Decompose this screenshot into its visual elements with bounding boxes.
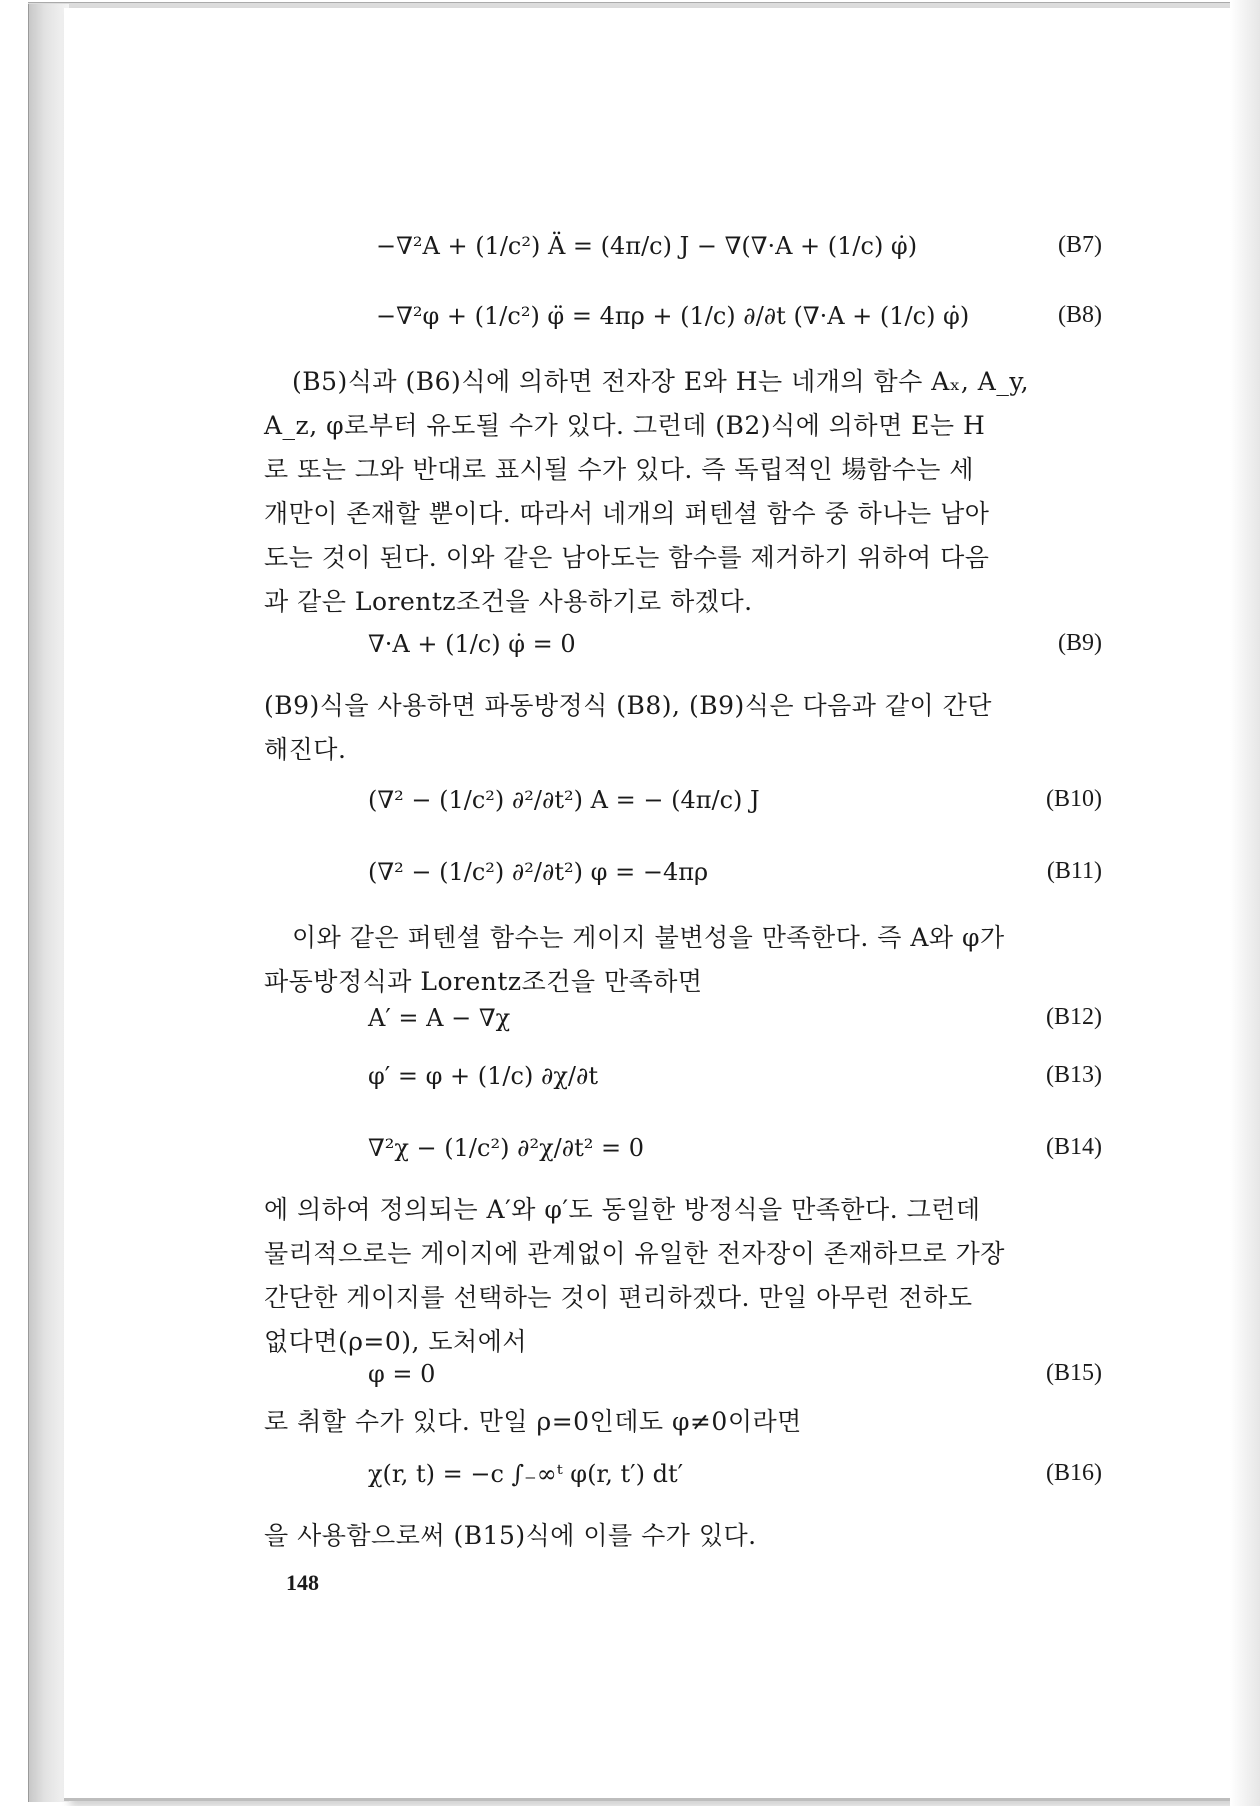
equation-label-b11: (B11) [1046, 858, 1102, 884]
paragraph-line: 에 의하여 정의되는 A′와 φ′도 동일한 방정식을 만족한다. 그런데 [264, 1195, 981, 1224]
paragraph-line: 개만이 존재할 뿐이다. 따라서 네개의 퍼텐셜 함수 중 하나는 남아 [264, 499, 990, 528]
paragraph-line: 도는 것이 된다. 이와 같은 남아도는 함수를 제거하기 위하여 다음 [264, 543, 990, 572]
equation-label-b14: (B14) [1046, 1134, 1102, 1160]
equation-b7: −∇²A + (1/c²) Ä = (4π/c) J − ∇(∇·A + (1/c) φ̇) [376, 232, 918, 260]
equation-label-b13: (B13) [1046, 1062, 1102, 1088]
equation-b16: χ(r, t) = −c ∫₋∞ᵗ φ(r, t′) dt′ [368, 1460, 684, 1488]
paragraph-line: A_z, φ로부터 유도될 수가 있다. 그런데 (B2)식에 의하면 E는 H [264, 411, 986, 440]
paragraph-line: 이와 같은 퍼텐셜 함수는 게이지 불변성을 만족한다. 즉 A와 φ가 [292, 923, 1005, 952]
equation-b11: (∇² − (1/c²) ∂²/∂t²) φ = −4πρ [368, 858, 709, 886]
equation-b8: −∇²φ + (1/c²) φ̈ = 4πρ + (1/c) ∂/∂t (∇·A + (1/c) φ̇) [376, 302, 970, 330]
equation-label-b7: (B7) [1058, 232, 1102, 258]
equation-label-b12: (B12) [1046, 1004, 1102, 1030]
paragraph-line: 과 같은 Lorentz조건을 사용하기로 하겠다. [264, 587, 753, 616]
equation-label-b8: (B8) [1058, 302, 1102, 328]
paragraph-line: 물리적으로는 게이지에 관계없이 유일한 전자장이 존재하므로 가장 [264, 1239, 1005, 1268]
equation-b14: ∇²χ − (1/c²) ∂²χ/∂t² = 0 [368, 1134, 645, 1162]
page-number: 148 [286, 1570, 319, 1595]
equation-b9: ∇·A + (1/c) φ̇ = 0 [368, 630, 576, 658]
equation-label-b9: (B9) [1058, 630, 1102, 656]
paragraph-line: 파동방정식과 Lorentz조건을 만족하면 [264, 967, 703, 996]
paragraph-line: (B5)식과 (B6)식에 의하면 전자장 E와 H는 네개의 함수 Aₓ, A_y, [292, 367, 1030, 396]
paragraph-line: 없다면(ρ=0), 도처에서 [264, 1327, 528, 1356]
equation-label-b10: (B10) [1046, 786, 1102, 812]
equation-b15: φ = 0 [368, 1360, 436, 1388]
paragraph-line: (B9)식을 사용하면 파동방정식 (B8), (B9)식은 다음과 같이 간단 [264, 691, 992, 720]
equation-b10: (∇² − (1/c²) ∂²/∂t²) A = − (4π/c) J [368, 786, 760, 814]
equation-b12: A′ = A − ∇χ [368, 1004, 511, 1032]
equation-label-b15: (B15) [1046, 1360, 1102, 1386]
paragraph-line: 간단한 게이지를 선택하는 것이 편리하겠다. 만일 아무런 전하도 [264, 1283, 973, 1312]
equation-label-b16: (B16) [1046, 1460, 1102, 1486]
paragraph-line: 로 또는 그와 반대로 표시될 수가 있다. 즉 독립적인 場함수는 세 [264, 455, 975, 484]
paragraph-line: 을 사용함으로써 (B15)식에 이를 수가 있다. [264, 1521, 757, 1550]
paragraph-line: 로 취할 수가 있다. 만일 ρ=0인데도 φ≠0이라면 [264, 1407, 802, 1436]
equation-b13: φ′ = φ + (1/c) ∂χ/∂t [368, 1062, 599, 1090]
page-shadow [1230, 0, 1260, 1806]
paragraph-line: 해진다. [264, 735, 347, 764]
book-spine-edge [28, 4, 69, 1802]
